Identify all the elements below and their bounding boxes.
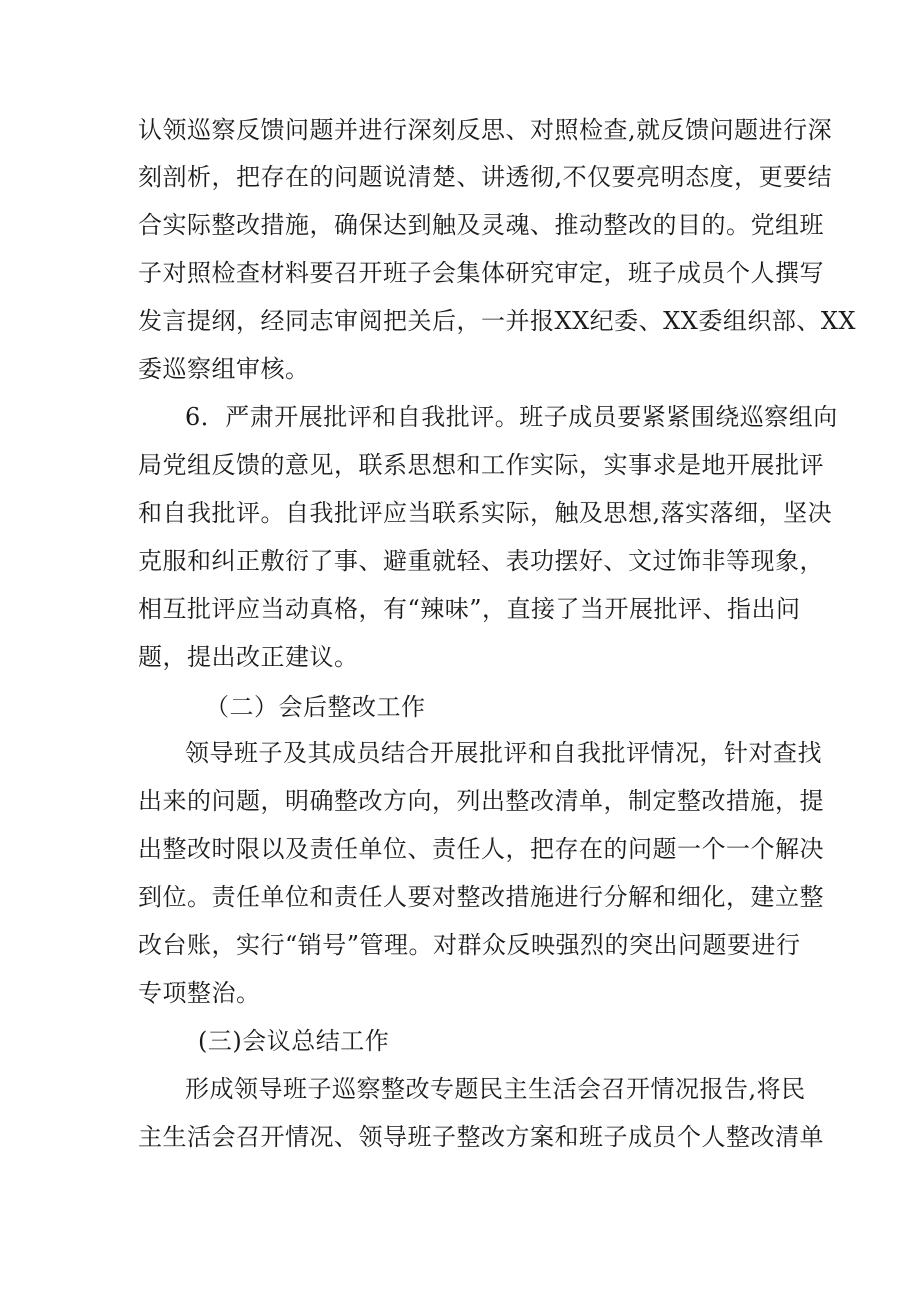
paragraph-line: 发言提纲，经同志审阅把关后，一并报XX纪委、XX委组织部、XX xyxy=(138,307,857,335)
paragraph-line: 改台账，实行“销号”管理。对群众反映强烈的突出问题要进行 xyxy=(138,931,801,959)
paragraph-line: 出来的问题，明确整改方向，列出整改清单，制定整改措施，提 xyxy=(138,787,824,815)
section-heading: (三)会议总结工作 xyxy=(198,1027,390,1055)
paragraph-line: 出整改时限以及责任单位、责任人，把存在的问题一个一个解决 xyxy=(138,835,824,863)
paragraph-line: 认领巡察反馈问题并进行深刻反思、对照检查,就反馈问题进行深 xyxy=(138,116,833,144)
paragraph-line: 合实际整改措施，确保达到触及灵魂、推动整改的目的。党组班 xyxy=(138,211,824,239)
paragraph-line: 子对照检查材料要召开班子会集体研究审定，班子成员个人撰写 xyxy=(138,259,824,287)
paragraph-line: 到位。责任单位和责任人要对整改措施进行分解和细化，建立整 xyxy=(138,883,824,911)
paragraph-line: 委巡察组审核。 xyxy=(138,355,310,383)
paragraph-line: 题，提出改正建议。 xyxy=(138,643,359,671)
paragraph-line: 形成领导班子巡察整改专题民主生活会召开情况报告,将民 xyxy=(185,1075,806,1103)
paragraph-line: 克服和纠正敷衍了事、避重就轻、表功摆好、文过饰非等现象， xyxy=(138,547,824,575)
paragraph-line: 领导班子及其成员结合开展批评和自我批评情况，针对查找 xyxy=(185,739,822,767)
paragraph-line: 刻剖析，把存在的问题说清楚、讲透彻,不仅要亮明态度，更要结 xyxy=(138,163,833,191)
paragraph-line: 局党组反馈的意见，联系思想和工作实际，实事求是地开展批评 xyxy=(138,451,824,479)
paragraph-line: 主生活会召开情况、领导班子整改方案和班子成员个人整改清单 xyxy=(138,1123,824,1151)
section-heading: （二）会后整改工作 xyxy=(205,693,426,721)
paragraph-line: 相互批评应当动真格，有“辣味”，直接了当开展批评、指出问 xyxy=(138,595,801,623)
paragraph-line: 和自我批评。自我批评应当联系实际，触及思想,落实落细，坚决 xyxy=(138,499,833,527)
list-item-line: 6．严肃开展批评和自我批评。班子成员要紧紧围绕巡察组向 xyxy=(185,403,838,431)
paragraph-line: 专项整治。 xyxy=(138,979,261,1007)
